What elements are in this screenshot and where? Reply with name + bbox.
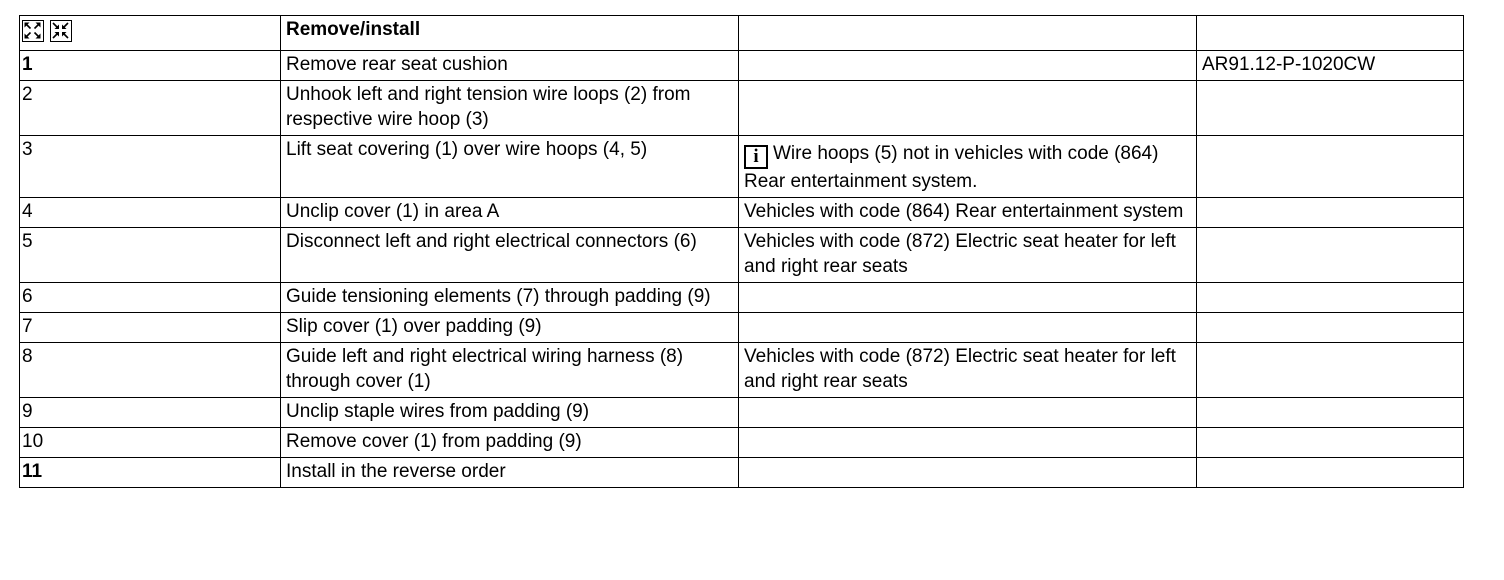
step-reference: [1197, 198, 1464, 228]
table-row: [20, 81, 1464, 136]
step-note: [739, 313, 1197, 343]
step-note: [739, 428, 1197, 458]
step-reference: [1197, 313, 1464, 343]
step-action: Unclip cover (1) in area A: [281, 198, 739, 228]
step-reference: [1197, 398, 1464, 428]
step-action: Disconnect left and right electrical connectors (6): [281, 228, 739, 283]
step-action: Lift seat covering (1) over wire hoops (4, 5): [281, 136, 739, 198]
header-note-cell: [739, 16, 1197, 51]
step-note-cell: [739, 136, 1197, 198]
collapse-all-icon[interactable]: [50, 20, 72, 42]
info-icon[interactable]: i: [744, 145, 768, 169]
step-reference: [1197, 343, 1464, 398]
step-note: Vehicles with code (864) Rear entertainment system: [739, 198, 1197, 228]
table-row: [20, 198, 1464, 228]
step-number: 5: [20, 228, 281, 283]
step-action: Guide tensioning elements (7) through padding (9): [281, 283, 739, 313]
step-action: Install in the reverse order: [281, 458, 739, 488]
step-note: [739, 398, 1197, 428]
step-number: 3: [20, 136, 281, 198]
step-reference: [1197, 458, 1464, 488]
table-row: [20, 283, 1464, 313]
step-note: Vehicles with code (872) Electric seat heater for left and right rear seats: [739, 343, 1197, 398]
table-row: [20, 51, 1464, 81]
header-icon-cell: [20, 16, 281, 51]
step-reference-link[interactable]: AR91.12-P-1020CW: [1197, 51, 1464, 81]
step-action: Remove rear seat cushion: [281, 51, 739, 81]
step-action: Slip cover (1) over padding (9): [281, 313, 739, 343]
step-reference: [1197, 136, 1464, 198]
table-row: [20, 313, 1464, 343]
step-note: Vehicles with code (872) Electric seat heater for left and right rear seats: [739, 228, 1197, 283]
step-reference: [1197, 81, 1464, 136]
step-note: [739, 283, 1197, 313]
table-row: [20, 428, 1464, 458]
step-number: 1: [20, 51, 281, 81]
step-number: 2: [20, 81, 281, 136]
step-action: Remove cover (1) from padding (9): [281, 428, 739, 458]
table-row: [20, 458, 1464, 488]
step-number: 4: [20, 198, 281, 228]
step-note: Wire hoops (5) not in vehicles with code (864) Rear entertainment system.: [744, 143, 1159, 192]
step-number: 7: [20, 313, 281, 343]
table-row: [20, 228, 1464, 283]
step-number: 9: [20, 398, 281, 428]
step-action: Guide left and right electrical wiring harness (8) through cover (1): [281, 343, 739, 398]
expand-all-icon[interactable]: [22, 20, 44, 42]
table-row: [20, 343, 1464, 398]
step-number: 11: [20, 458, 281, 488]
step-reference: [1197, 283, 1464, 313]
header-ref-cell: [1197, 16, 1464, 51]
step-action: Unclip staple wires from padding (9): [281, 398, 739, 428]
table-row: [20, 398, 1464, 428]
procedure-document: [19, 15, 1464, 488]
step-note: [739, 51, 1197, 81]
step-note: [739, 81, 1197, 136]
step-reference: [1197, 228, 1464, 283]
step-action: Unhook left and right tension wire loops (2) from respective wire hoop (3): [281, 81, 739, 136]
step-number: 6: [20, 283, 281, 313]
step-number: 10: [20, 428, 281, 458]
table-header-row: [20, 16, 1464, 51]
step-note: [739, 458, 1197, 488]
table-row: [20, 136, 1464, 198]
step-reference: [1197, 428, 1464, 458]
procedure-table: [19, 15, 1464, 488]
step-number: 8: [20, 343, 281, 398]
header-title: Remove/install: [281, 16, 739, 51]
